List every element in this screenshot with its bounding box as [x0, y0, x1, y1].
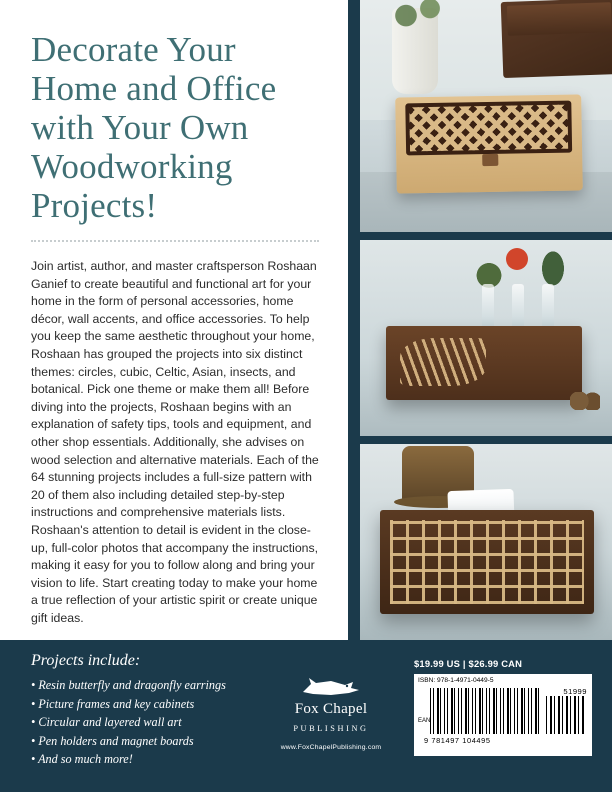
barcode [414, 674, 592, 756]
publisher-imprint: PUBLISHING [293, 724, 369, 733]
lattice-tissue-box-photo [360, 444, 612, 640]
isbn-text: ISBN: 978-1-4971-0449-5 [418, 677, 494, 684]
publisher-name: Fox Chapel [294, 701, 368, 717]
price-text: $19.99 US | $26.99 CAN [414, 658, 523, 669]
footer-band [0, 640, 612, 792]
publisher-logo [272, 676, 390, 754]
walnut-bud-vase-photo [360, 240, 612, 436]
barcode-bars-addon [546, 696, 584, 734]
divider [31, 240, 319, 242]
fox-icon [301, 676, 361, 698]
barcode-bars-main [430, 688, 542, 734]
page-title: Decorate Your Home and Office with Your Own Woodworking Projects! [31, 30, 277, 225]
publisher-url[interactable]: www.FoxChapelPublishing.com [280, 744, 382, 751]
white-content-panel [0, 0, 348, 640]
ean-label: EAN [418, 718, 431, 724]
list-item: • Resin butterfly and dragonfly earrings [31, 676, 226, 695]
five-digit-addon: 51999 [563, 687, 587, 696]
barcode-digits: 9 781497 104495 [424, 736, 491, 745]
list-item: • Pen holders and magnet boards [31, 732, 226, 751]
projects-list [31, 676, 226, 769]
list-item: • Picture frames and key cabinets [31, 695, 226, 714]
list-item: • And so much more! [31, 750, 226, 769]
projects-heading: Projects include: [31, 652, 141, 669]
list-item: • Circular and layered wall art [31, 713, 226, 732]
description-text: Join artist, author, and master craftsperson Roshaan Ganief to create beautiful and functional art for your home in the form of personal accessories, home décor, wall accents, and office accessories. To help you keep the same aesthetic throughout your home, Roshaan has grouped the projects into six distinct themes: circles, cubic, Celtic, Asian, insects, and botanical. Pick one theme or make them all! Before diving into the projects, Roshaan begins with an explanation of safety tips, tools and equipment, and other shop essentials. Additionally, she advises on wood selection and alternative materials. Each of the 64 stunning projects includes a full-size pattern with 20 of them also including detailed step-by-step instructions and comprehensive materials lists. Roshaan's attention to detail is evident in the close-up, full-color photos that accompany the instructions, making it easy for you to follow along and bring your vision to life. Start creating today to make your home a true reflection of your artistic spirit or create unique gift ideas. [31, 259, 319, 625]
fretwork-keepsake-box-photo [360, 0, 612, 232]
